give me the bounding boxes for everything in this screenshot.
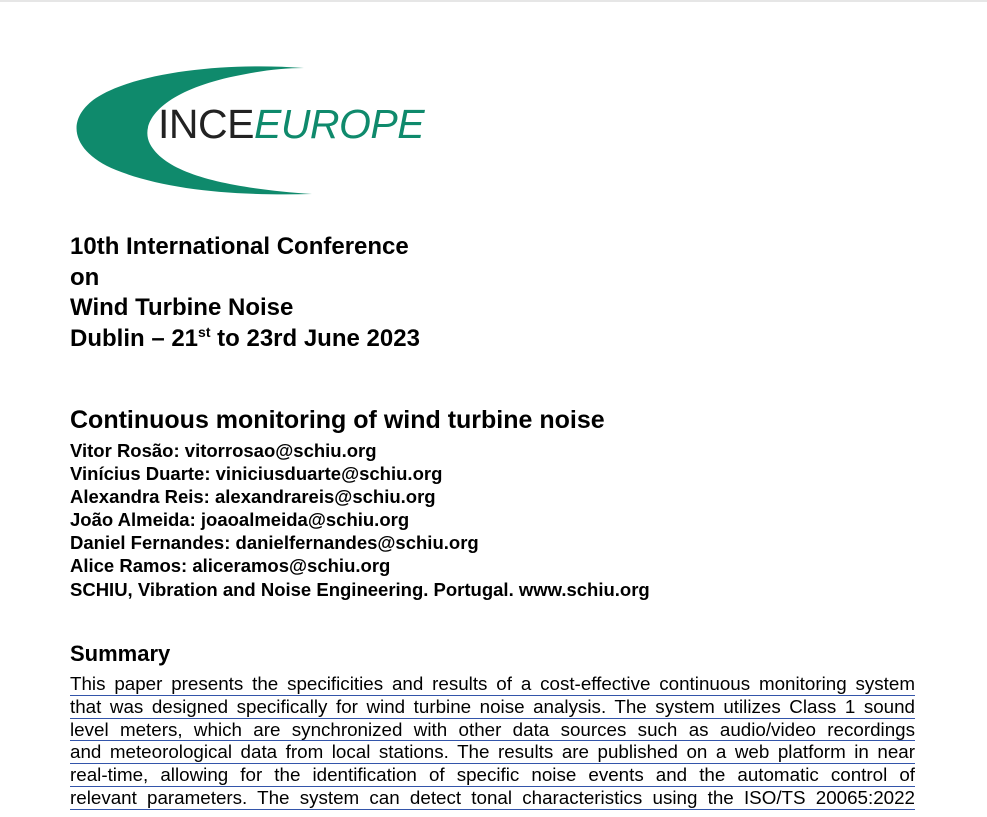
conference-line-2: on <box>70 263 100 291</box>
summary-line: relevant parameters. The system can detect tonal characteristics using the ISO/TS 20065:2022 <box>70 786 915 808</box>
summary-paragraph <box>70 673 915 810</box>
conference-line-4 <box>70 324 420 355</box>
author-line: Alice Ramos: aliceramos@schiu.org <box>70 555 391 577</box>
conference-date-prefix: Dublin – 21 <box>70 324 199 352</box>
paper-title: Continuous monitoring of wind turbine noise <box>70 406 605 434</box>
author-line: Daniel Fernandes: danielfernandes@schiu.org <box>70 532 479 554</box>
summary-heading: Summary <box>70 641 171 666</box>
author-list <box>70 439 650 601</box>
author-line: Vitor Rosão: vitorrosao@schiu.org <box>70 440 377 461</box>
ince-europe-logo <box>76 66 425 196</box>
summary-line: real-time, allowing for the identification of specific noise events and the automatic control of <box>70 764 915 786</box>
logo-wordmark <box>158 101 425 147</box>
logo-ince-text: INCE <box>158 101 254 147</box>
page-top-border <box>0 0 987 2</box>
conference-date-suffix: to 23rd June 2023 <box>210 324 420 352</box>
summary-line: and meteorological data from local stations. The results are published on a web platform in near <box>70 741 915 763</box>
logo-europe-text: EUROPE <box>253 101 425 147</box>
summary-line: that was designed specifically for wind turbine noise analysis. The system utilizes Class 1 sound <box>70 695 915 717</box>
affiliation-line: SCHIU, Vibration and Noise Engineering. Portugal. www.schiu.org <box>70 578 650 600</box>
conference-heading <box>70 232 420 354</box>
summary-line: This paper presents the specificities and results of a cost-effective continuous monitoring system <box>70 673 915 694</box>
author-line: João Almeida: joaoalmeida@schiu.org <box>70 509 410 531</box>
author-line: Vinícius Duarte: viniciusduarte@schiu.org <box>70 463 443 485</box>
author-line: Alexandra Reis: alexandrareis@schiu.org <box>70 486 436 508</box>
conference-date-sup: st <box>198 323 211 340</box>
conference-line-3: Wind Turbine Noise <box>70 294 294 321</box>
conference-line-1: 10th International Conference <box>70 233 409 260</box>
summary-line: level meters, which are synchronized with other data sources such as audio/video recordings <box>70 718 915 740</box>
